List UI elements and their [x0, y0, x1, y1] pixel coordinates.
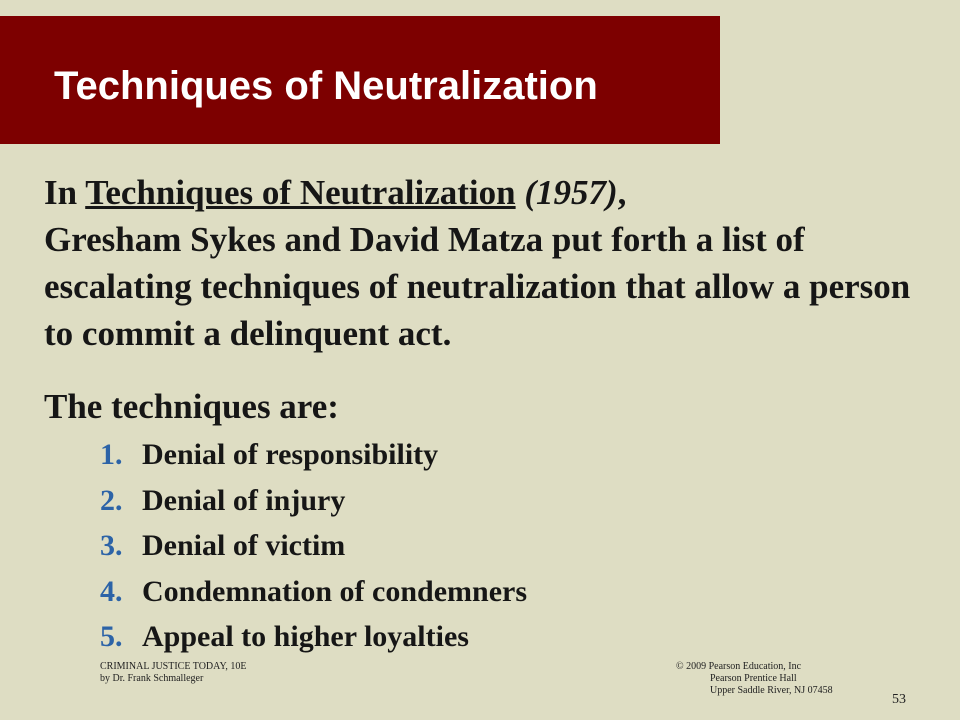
- list-item-label: Condemnation of condemners: [142, 574, 528, 608]
- footer-book-info: [100, 661, 247, 685]
- book-title: Techniques of Neutralization: [85, 173, 516, 212]
- footer-address: Upper Saddle River, NJ 07458: [710, 685, 833, 696]
- footer-author: by Dr. Frank Schmalleger: [100, 673, 204, 684]
- list-item-number: 4.: [100, 574, 123, 608]
- list-heading: The techniques are:: [44, 387, 339, 426]
- publication-year: (1957): [524, 173, 618, 212]
- footer-copyright: [676, 661, 833, 697]
- footer-book-title: CRIMINAL JUSTICE TODAY, 10E: [100, 661, 247, 672]
- techniques-list: [100, 432, 527, 660]
- list-item-number: 5.: [100, 620, 123, 653]
- list-item-number: 1.: [100, 438, 123, 471]
- list-item-label: Denial of injury: [142, 483, 346, 517]
- slide-title: Techniques of Neutralization: [54, 64, 598, 108]
- page-number: 53: [892, 692, 906, 707]
- list-item: [100, 614, 527, 660]
- intro-body: Gresham Sykes and David Matza put forth a list of escalating techniques of neutralization that allow a person to commit a delinquent act.: [44, 220, 911, 353]
- list-item-label: Appeal to higher loyalties: [142, 620, 469, 653]
- intro-paragraph: [44, 169, 924, 357]
- list-item-number: 3.: [100, 529, 123, 562]
- list-item: [100, 478, 527, 524]
- list-item-label: Denial of responsibility: [142, 438, 439, 471]
- list-item: [100, 523, 527, 569]
- list-item: [100, 432, 527, 478]
- list-item-number: 2.: [100, 483, 123, 517]
- intro-prefix: In: [44, 173, 86, 212]
- list-item: [100, 569, 527, 615]
- list-item-label: Denial of victim: [142, 529, 346, 562]
- intro-comma: ,: [617, 173, 627, 212]
- footer-publisher: Pearson Prentice Hall: [710, 673, 797, 684]
- footer-copyright-line: © 2009 Pearson Education, Inc: [676, 661, 802, 672]
